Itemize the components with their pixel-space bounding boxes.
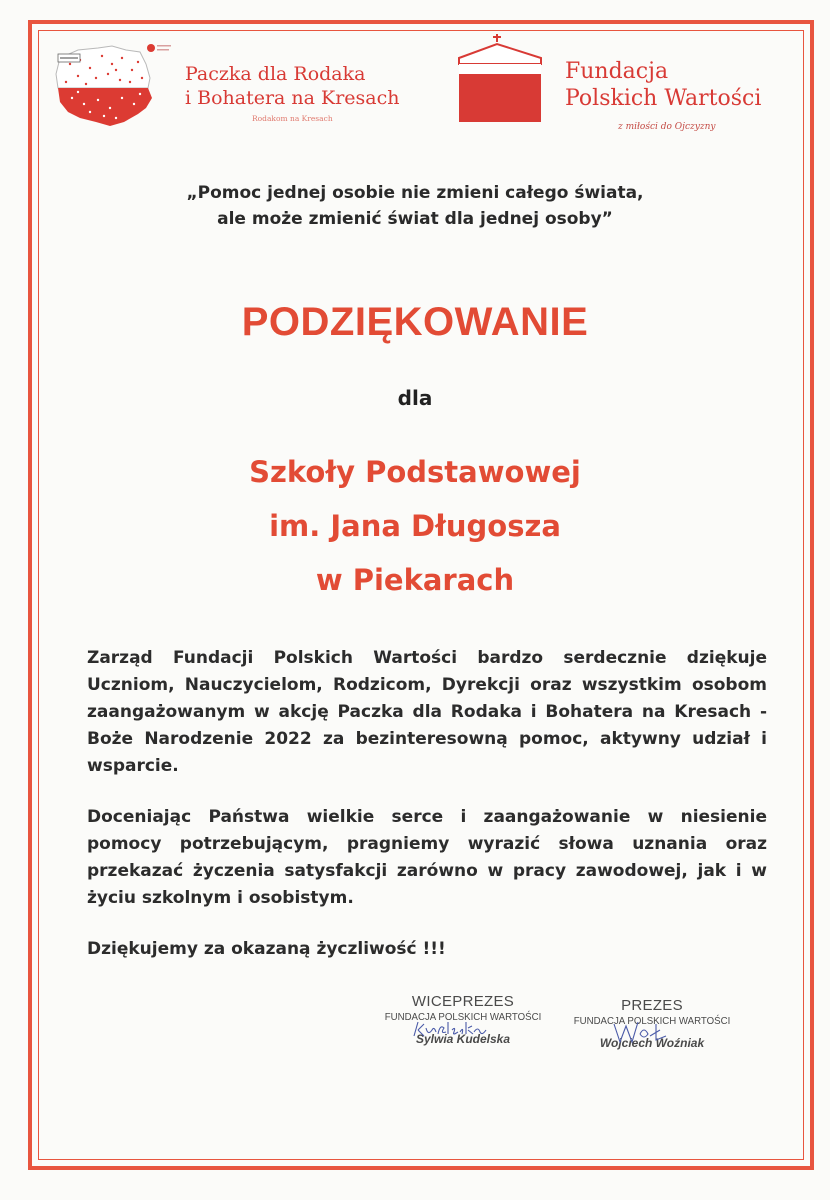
signature-org: FUNDACJA POLSKICH WARTOŚCI [573, 1015, 731, 1027]
quote-line-2: ale może zmienić świat dla jednej osoby” [217, 209, 613, 229]
handwritten-signature-icon [410, 1018, 490, 1042]
certificate-heading: PODZIĘKOWANIE [241, 300, 589, 344]
signature-name: Sylwia Kudelska [415, 1032, 511, 1046]
badge-icon [146, 42, 172, 56]
recipient-line-1: Szkoły Podstawowej [249, 455, 581, 489]
fpw-title [565, 58, 761, 112]
recipient [0, 445, 830, 607]
church-emblem-icon [455, 34, 545, 124]
signature-president [562, 998, 742, 1051]
paczka-logo [50, 42, 430, 132]
poland-map-icon [50, 42, 160, 132]
fpw-tagline: z miłości do Ojczyzny [618, 122, 716, 132]
recipient-line-3: w Piekarach [315, 563, 515, 597]
signature-title: WICEPREZES [411, 993, 515, 1010]
for-word: dla [397, 386, 433, 410]
paragraph-2: Doceniając Państwa wielkie serce i zaangażowanie w niesienie pomocy potrzebującym, pragniemy wyrazić słowa uznania oraz przekazać życzenia satysfakcji zarówno w pracy zawodowej, jak i w życiu szkolnym i osobistym. [87, 807, 767, 908]
quote-line-1: „Pomoc jednej osobie nie zmieni całego świata, [186, 183, 644, 203]
closing-line: Dziękujemy za okazaną życzliwość !!! [87, 939, 446, 959]
paczka-title-line-2: i Bohatera na Kresach [185, 87, 400, 109]
paczka-subtitle: Rodakom na Kresach [252, 114, 333, 123]
recipient-line-2: im. Jana Długosza [269, 509, 561, 543]
quote [0, 180, 830, 232]
signature-org: FUNDACJA POLSKICH WARTOŚCI [384, 1011, 542, 1023]
signature-name: Wojciech Woźniak [599, 1036, 705, 1050]
signature-title: PREZES [621, 997, 683, 1014]
handwritten-signature-icon [610, 1016, 670, 1046]
body-text [87, 645, 767, 963]
paczka-title [185, 62, 400, 110]
paragraph-1: Zarząd Fundacji Polskich Wartości bardzo serdecznie dziękuje Uczniom, Nauczycielom, Rodzicom, Dyrekcji oraz wszystkim osobom zaangażowanym w akcję Paczka dla Rodaka i Bohatera na Kresach - Boże Narodzenie 2022 za bezinteresowną pomoc, aktywny udział i wsparcie. [87, 648, 767, 776]
signature-vice-president [368, 994, 558, 1047]
paczka-title-line-1: Paczka dla Rodaka [185, 63, 366, 85]
fpw-title-line-2: Polskich Wartości [565, 86, 762, 111]
fpw-title-line-1: Fundacja [565, 59, 669, 84]
fpw-logo [455, 34, 805, 144]
